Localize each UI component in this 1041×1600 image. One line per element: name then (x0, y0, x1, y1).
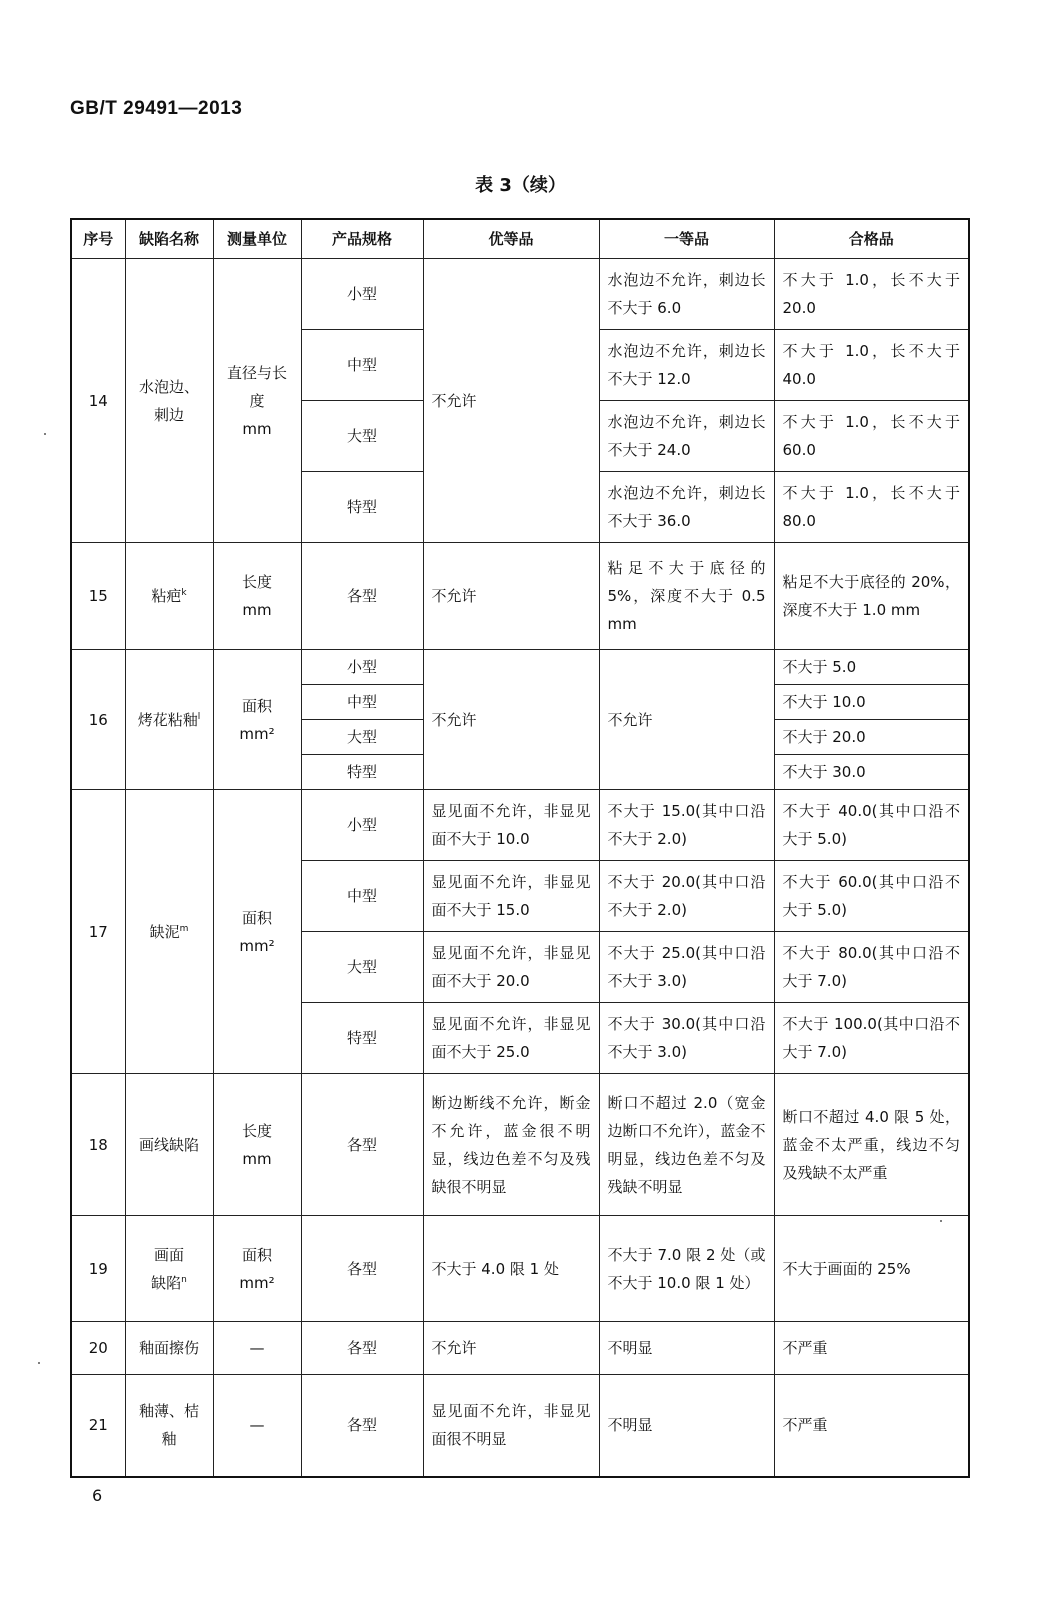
defect-spec-table (70, 218, 970, 1478)
unit-cell: — (213, 1375, 301, 1477)
row-no: 16 (71, 650, 125, 790)
qualified-value: 粘足不大于底径的 20%，深度不大于 1.0 mm (774, 543, 969, 650)
unit-symbol: mm² (239, 724, 275, 743)
spec-size: 各型 (301, 1375, 423, 1477)
unit-symbol: mm (242, 601, 272, 619)
table-header-row (71, 219, 969, 259)
first-grade-value: 不明显 (599, 1375, 774, 1477)
header-superior: 优等品 (423, 219, 599, 259)
spec-size: 大型 (301, 932, 423, 1003)
table-row (71, 1375, 969, 1477)
qualified-value: 不大于 60.0(其中口沿不大于 5.0) (774, 861, 969, 932)
first-grade-value: 不大于 7.0 限 2 处（或不大于 10.0 限 1 处） (599, 1216, 774, 1322)
row-no: 17 (71, 790, 125, 1074)
qualified-value: 不大于 1.0，长不大于 20.0 (774, 259, 969, 330)
superior-value: 显见面不允许，非显见面不大于 20.0 (423, 932, 599, 1003)
defect-name-line1: 画面 (153, 1245, 184, 1264)
row-no: 20 (71, 1322, 125, 1375)
defect-name-cell (125, 1216, 213, 1322)
unit-label: 长度 (241, 1121, 272, 1140)
qualified-value: 不大于 10.0 (774, 685, 969, 720)
first-grade-value: 不大于 20.0(其中口沿不大于 2.0) (599, 861, 774, 932)
table-row (71, 1074, 969, 1216)
qualified-value: 不大于 100.0(其中口沿不大于 7.0) (774, 1003, 969, 1074)
table-row (71, 650, 969, 685)
scan-speck (940, 1220, 942, 1222)
first-grade-value: 不允许 (599, 650, 774, 790)
unit-symbol: mm (242, 419, 272, 438)
spec-size: 各型 (301, 1322, 423, 1375)
header-first-grade: 一等品 (599, 219, 774, 259)
page-number: 6 (92, 1486, 103, 1505)
defect-name: 粘疤 (151, 587, 182, 605)
defect-name-cell (125, 650, 213, 790)
unit-symbol: mm (242, 1149, 272, 1168)
unit-cell (213, 1074, 301, 1216)
header-spec: 产品规格 (301, 219, 423, 259)
header-defect-name: 缺陷名称 (125, 219, 213, 259)
spec-size: 小型 (301, 650, 423, 685)
unit-cell (213, 543, 301, 650)
qualified-value: 不严重 (774, 1375, 969, 1477)
table-row (71, 1322, 969, 1375)
unit-cell (213, 259, 301, 543)
table-row (71, 259, 969, 330)
unit-cell (213, 790, 301, 1074)
spec-size: 各型 (301, 1074, 423, 1216)
spec-size: 大型 (301, 720, 423, 755)
qualified-value: 不大于 1.0，长不大于 60.0 (774, 401, 969, 472)
superior-value: 显见面不允许，非显见面不大于 25.0 (423, 1003, 599, 1074)
qualified-value: 不大于 80.0(其中口沿不大于 7.0) (774, 932, 969, 1003)
spec-size: 大型 (301, 401, 423, 472)
qualified-value: 不大于画面的 25% (774, 1216, 969, 1322)
unit-symbol: mm² (239, 1273, 275, 1292)
row-no: 15 (71, 543, 125, 650)
unit-label: 直径与长度 (226, 363, 287, 410)
spec-size: 特型 (301, 1003, 423, 1074)
defect-name-cell (125, 543, 213, 650)
spec-size: 小型 (301, 790, 423, 861)
first-grade-value: 水泡边不允许，刺边长不大于 12.0 (599, 330, 774, 401)
unit-symbol: mm² (239, 936, 275, 955)
unit-cell: — (213, 1322, 301, 1375)
header-qualified: 合格品 (774, 219, 969, 259)
spec-size: 小型 (301, 259, 423, 330)
qualified-value: 不大于 5.0 (774, 650, 969, 685)
superior-value: 不允许 (423, 650, 599, 790)
superior-value: 显见面不允许，非显见面很不明显 (423, 1375, 599, 1477)
header-no: 序号 (71, 219, 125, 259)
superior-value: 断边断线不允许，断金不允许，蓝金很不明显，线边色差不匀及残缺很不明显 (423, 1074, 599, 1216)
first-grade-value: 断口不超过 2.0（宽金边断口不允许），蓝金不明显，线边色差不匀及残缺不明显 (599, 1074, 774, 1216)
first-grade-value: 不大于 25.0(其中口沿不大于 3.0) (599, 932, 774, 1003)
unit-label: 面积 (241, 696, 272, 715)
superior-value: 不大于 4.0 限 1 处 (423, 1216, 599, 1322)
unit-cell (213, 1216, 301, 1322)
unit-label: 面积 (241, 1245, 272, 1264)
first-grade-value: 水泡边不允许，刺边长不大于 36.0 (599, 472, 774, 543)
qualified-value: 不严重 (774, 1322, 969, 1375)
table-row (71, 1216, 969, 1322)
superior-value: 不允许 (423, 259, 599, 543)
defect-name: 烤花粘釉 (137, 710, 198, 729)
row-no: 19 (71, 1216, 125, 1322)
qualified-value: 断口不超过 4.0 限 5 处，蓝金不太严重，线边不匀及残缺不太严重 (774, 1074, 969, 1216)
row-no: 14 (71, 259, 125, 543)
spec-size: 各型 (301, 1216, 423, 1322)
superior-value: 不允许 (423, 543, 599, 650)
qualified-value: 不大于 1.0，长不大于 40.0 (774, 330, 969, 401)
superior-value: 显见面不允许，非显见面不大于 15.0 (423, 861, 599, 932)
first-grade-value: 不明显 (599, 1322, 774, 1375)
spec-size: 各型 (301, 543, 423, 650)
defect-name: 画线缺陷 (125, 1074, 213, 1216)
first-grade-value: 水泡边不允许，刺边长不大于 6.0 (599, 259, 774, 330)
spec-size: 中型 (301, 861, 423, 932)
footnote-marker: k (181, 588, 187, 598)
defect-name: 缺泥 (149, 922, 180, 941)
scan-speck (38, 1362, 40, 1364)
spec-size: 中型 (301, 685, 423, 720)
defect-name: 水泡边、刺边 (125, 259, 213, 543)
spec-size: 特型 (301, 472, 423, 543)
first-grade-value: 粘足不大于底径的 5%，深度不大于 0.5 mm (599, 543, 774, 650)
first-grade-value: 水泡边不允许，刺边长不大于 24.0 (599, 401, 774, 472)
superior-value: 不允许 (423, 1322, 599, 1375)
defect-name: 釉面擦伤 (125, 1322, 213, 1375)
unit-label: 长度 (241, 573, 272, 591)
qualified-value: 不大于 40.0(其中口沿不大于 5.0) (774, 790, 969, 861)
document-code: GB/T 29491—2013 (70, 98, 243, 119)
row-no: 21 (71, 1375, 125, 1477)
first-grade-value: 不大于 15.0(其中口沿不大于 2.0) (599, 790, 774, 861)
superior-value: 显见面不允许，非显见面不大于 10.0 (423, 790, 599, 861)
first-grade-value: 不大于 30.0(其中口沿不大于 3.0) (599, 1003, 774, 1074)
qualified-value: 不大于 30.0 (774, 755, 969, 790)
defect-name-cell (125, 790, 213, 1074)
spec-size: 特型 (301, 755, 423, 790)
qualified-value: 不大于 1.0，长不大于 80.0 (774, 472, 969, 543)
spec-size: 中型 (301, 330, 423, 401)
footnote-marker: l (197, 711, 201, 722)
scan-speck (44, 433, 46, 435)
row-no: 18 (71, 1074, 125, 1216)
table-row (71, 543, 969, 650)
unit-label: 面积 (241, 908, 272, 927)
qualified-value: 不大于 20.0 (774, 720, 969, 755)
table-title: 表 3（续） (475, 175, 566, 196)
defect-name-line2: 缺陷 (151, 1273, 182, 1292)
footnote-marker: m (179, 923, 189, 934)
defect-name: 釉薄、桔釉 (125, 1375, 213, 1477)
header-unit: 测量单位 (213, 219, 301, 259)
table-row (71, 790, 969, 861)
footnote-marker: n (181, 1274, 187, 1285)
unit-cell (213, 650, 301, 790)
